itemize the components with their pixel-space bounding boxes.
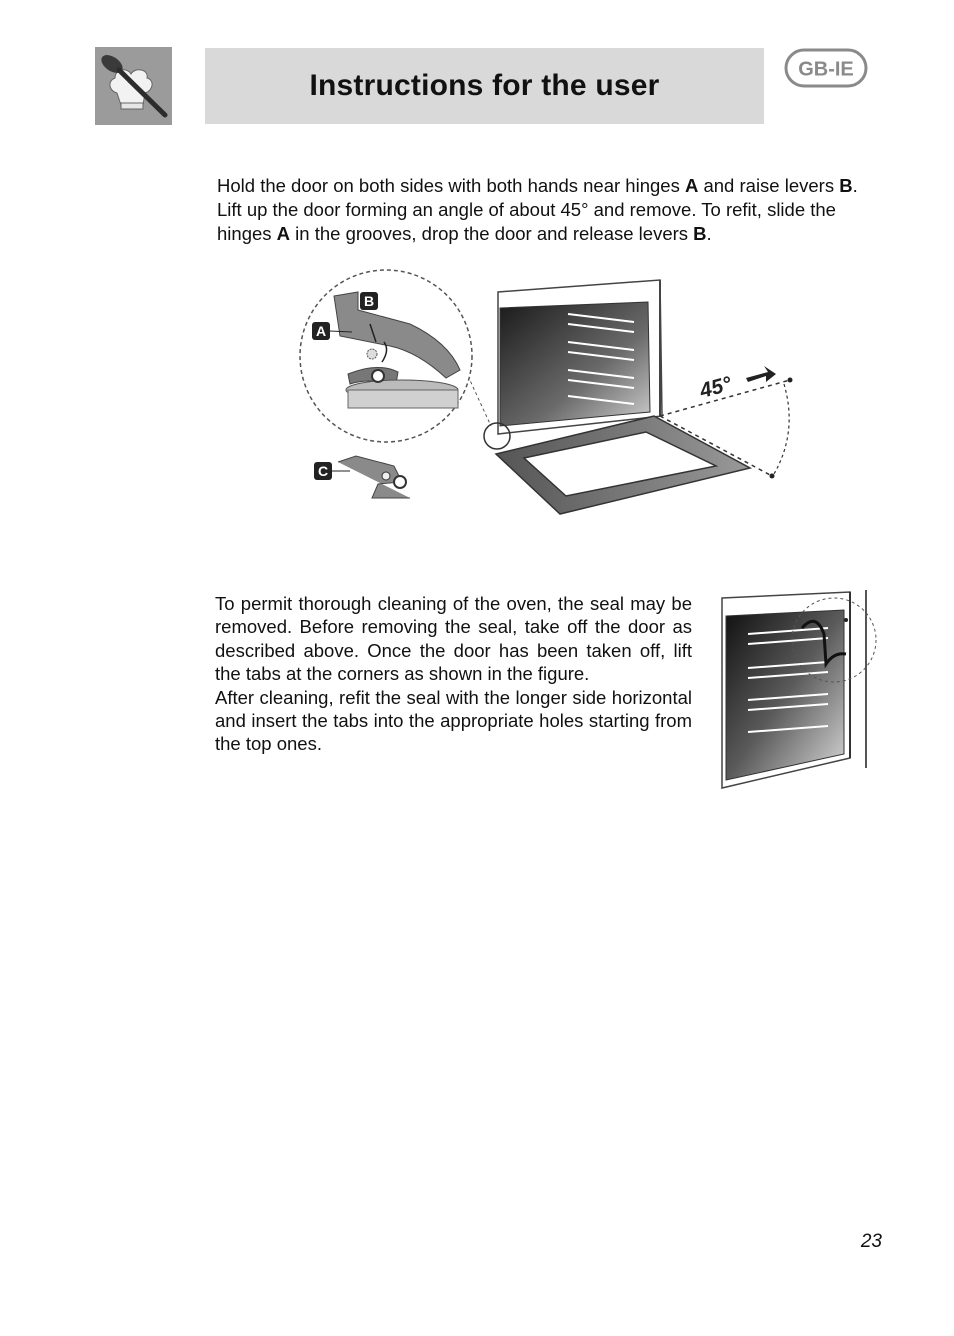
text-run: Hold the door on both sides with both hands near hinges (217, 175, 685, 196)
seal-refit-paragraph: After cleaning, refit the seal with the longer side horizontal and insert the tabs into the appropriate holes starting from the top ones. (215, 686, 692, 755)
brand-logo (95, 47, 172, 125)
door-removal-figure (298, 266, 798, 522)
seal-removal-paragraph: To permit thorough cleaning of the oven, the seal may be removed. Before removing the seal, take off the door as described above. Once the door has been taken off, lift the tabs at the corners as shown in the figure. (215, 593, 692, 685)
lever-label: B (693, 223, 707, 244)
door-removal-instructions (217, 174, 879, 246)
text-run: in the grooves, drop the door and release levers (290, 223, 694, 244)
lever-label: B (839, 175, 853, 196)
text-run: and raise levers (698, 175, 840, 196)
header-bar (205, 48, 764, 124)
language-badge (784, 48, 868, 88)
page-number: 23 (860, 1231, 882, 1252)
spoon-and-chef-hat-icon (95, 47, 172, 125)
seal-removal-instructions (215, 592, 692, 756)
arrow-icon (746, 366, 776, 382)
hinge-label: A (276, 223, 291, 244)
language-badge-text: GB-IE (798, 58, 854, 81)
text-run: . (706, 223, 712, 244)
label-b: B (363, 293, 375, 309)
page-title: Instructions for the user (309, 69, 660, 102)
hinge-label: A (684, 175, 699, 196)
label-a: A (315, 323, 327, 339)
angle-label: 45° (697, 372, 734, 403)
label-c: C (317, 463, 329, 479)
oven-seal-figure (718, 588, 880, 794)
text-run: . Lift up the door forming an angle of about 45° and remove. To refit, slide the hinges (217, 175, 858, 244)
